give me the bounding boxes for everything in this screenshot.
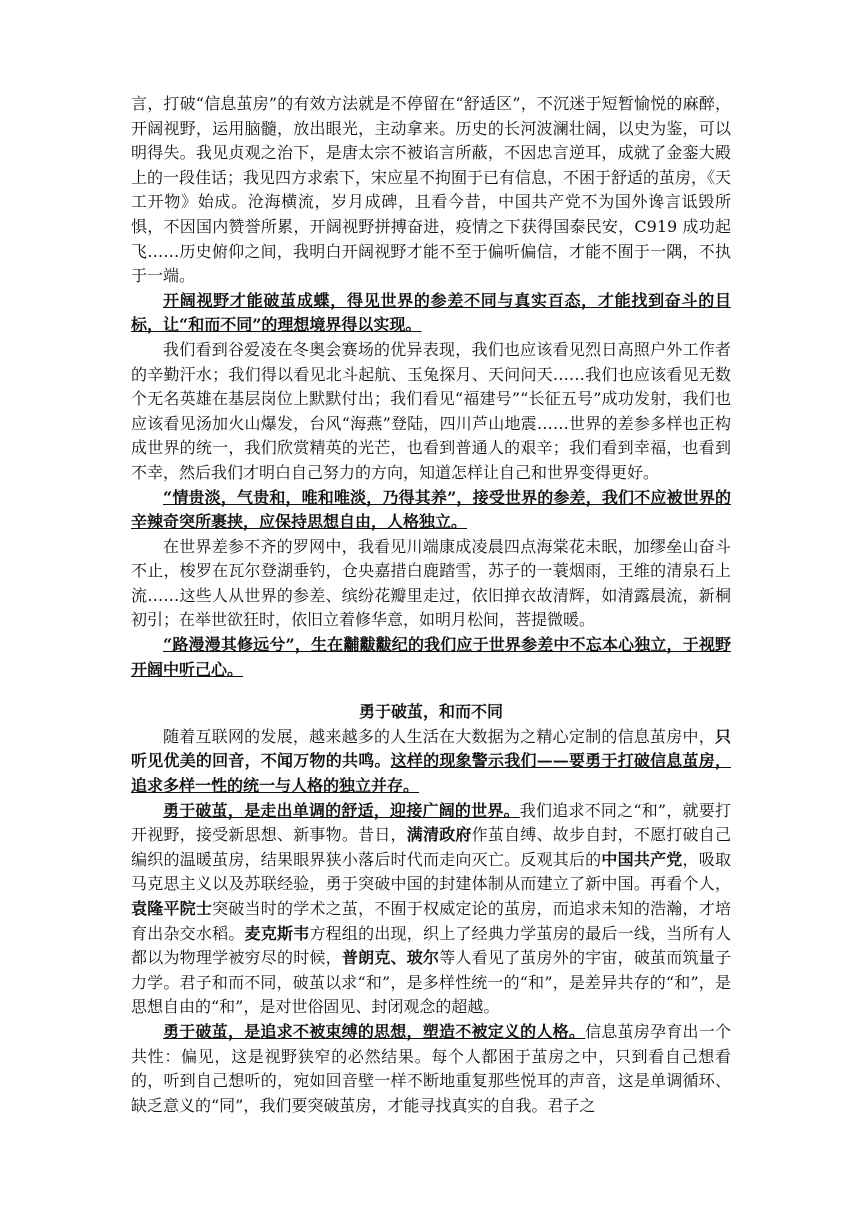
intro-bold: 只听见优美的回音，不闻万物的共鸣。 — [131, 726, 731, 771]
thesis-paragraph: “情贵淡，气贵和，唯和唯淡，乃得其养”，接受世界的参差，我们不应被世界的辛辣奇突所裹挟，应保持思想自由，人格独立。 — [131, 487, 731, 532]
body-paragraph: 在世界差参不齐的罗网中，我看见川端康成凌晨四点海棠花未眠，加缪垒山奋斗不止，梭罗在瓦尔登湖垂钓，仓央嘉措白鹿踏雪，苏子的一蓑烟雨，王维的清泉石上流……这些人从世界的参差、缤纷花瓣里走过，依旧掸衣故清辉，如清露晨流，新桐初引；在举世欲狂时，依旧立着修华意，如明月松间，菩提微暖。 — [131, 536, 731, 630]
thesis-paragraph: “路漫漫其修远兮”，生在黼黻黻纪的我们应于世界参差中不忘本心独立，于视野开阔中听己心。 — [131, 635, 731, 679]
body-text: 方程组的出现，织上了经典力学茧房的最后一线，当所有人都以为物理学被穷尽的时候， — [131, 923, 731, 968]
intro-paragraph — [131, 725, 731, 799]
intro-thesis: 这样的现象警示我们——要勇于打破信息茧房，追求多样一性的统一与人格的独立并存。 — [131, 751, 731, 796]
topic-sentence: 勇于破茧，是追求不被束缚的思想，塑造不被定义的人格。 — [163, 1021, 586, 1041]
emphasis: 满清政府 — [406, 825, 472, 845]
body-paragraph — [131, 799, 731, 1020]
body-paragraph — [131, 1020, 731, 1118]
body-text: 作茧自缚、故步自封，不愿打破自己编织的温暖茧房，结果眼界狭小落后时代而走向灭亡。反观其后的 — [131, 825, 731, 869]
body-text: 信息茧房孕育出一个共性：偏见，这是视野狭窄的必然结果。每个人都困于茧房之中，只到看自己想看的，听到自己想听的，宛如回音壁一样不断地重复那些悦耳的声音，这是单调循环、缺乏意义的“同”，我们要突破茧房，才能寻找真实的自我。君子之 — [131, 1021, 731, 1115]
body-text: ，吸取马克思主义以及苏联经验，勇于突破中国的封建体制从而建立了新中国。再看个人， — [131, 849, 731, 894]
essay-title: 勇于破茧，和而不同 — [358, 702, 503, 722]
paragraph-continued: 言，打破“信息茧房”的有效方法就是不停留在“舒适区”，不沉迷于短暂愉悦的麻醉，开阔视野，运用脑髓，放出眼光，主动拿来。历史的长河波澜壮阔，以史为鉴，可以明得失。我见贞观之治下，是唐太宗不被谄言所蔽，不因忠言逆耳，成就了金銮大殿上的一段佳话；我见四方求索下，宋应星不拘囿于已有信息，不困于舒适的茧房，《天工开物》始成。沧海横流，岁月成碑，且看今昔，中国共产党不为国外谗言诋毁所惧，不因国内赞誉所累，开阔视野拼搏奋进，疫情之下获得国泰民安，C919 成功起飞……历史俯仰之间，我明白开阔视野才能不至于偏听偏信，才能不囿于一隅，不执于一端。 — [131, 94, 732, 286]
emphasis: 袁隆平院士 — [131, 899, 213, 918]
body-text: 我们追求不同之“和”，就要打开视野，接受新思想、新事物。昔日， — [131, 800, 731, 845]
body-text: 等人看见了茧房外的宇宙，破茧而筑量子力学。君子和而不同，破茧以求“和”，是多样性统一的“和”，是差异共存的“和”，是思想自由的“和”，是对世俗固见、封闭观念的超越。 — [131, 948, 731, 1017]
intro-text: 随着互联网的发展，越来越多的人生活在大数据为之精心定制的信息茧房中， — [163, 726, 715, 746]
document-page — [131, 92, 731, 1118]
thesis-paragraph: 开阔视野才能破茧成蝶，得见世界的参差不同与真实百态，才能找到奋斗的目标，让“和而不同”的理想境界得以实现。 — [131, 290, 731, 335]
emphasis: 普朗克、玻尔 — [341, 948, 440, 968]
body-text: 突破当时的学术之茧，不囿于权威定论的茧房，而追求未知的浩瀚，才培育出杂交水稻。 — [131, 899, 731, 943]
topic-sentence: 勇于破茧，是走出单调的舒适，迎接广阔的世界。 — [163, 800, 520, 820]
emphasis: 麦克斯韦 — [244, 923, 310, 943]
body-paragraph: 我们看到谷爱凌在冬奥会赛场的优异表现，我们也应该看见烈日高照户外工作者的辛勤汗水；我们得以看见北斗起航、玉兔探月、天问问天……我们也应该看见无数个无名英雄在基层岗位上默默付出；我们看见“福建号”“长征五号”成功发射，我们也应该看见汤加火山爆发，台风“海燕”登陆，四川芦山地震……世界的差参多样也正构成世界的统一，我们欣赏精英的光芒，也看到普通人的艰辛；我们看到幸福，也看到不幸，然后我们才明白自己努力的方向，知道怎样让自己和世界变得更好。 — [131, 339, 731, 482]
emphasis: 中国共产党 — [601, 849, 683, 869]
